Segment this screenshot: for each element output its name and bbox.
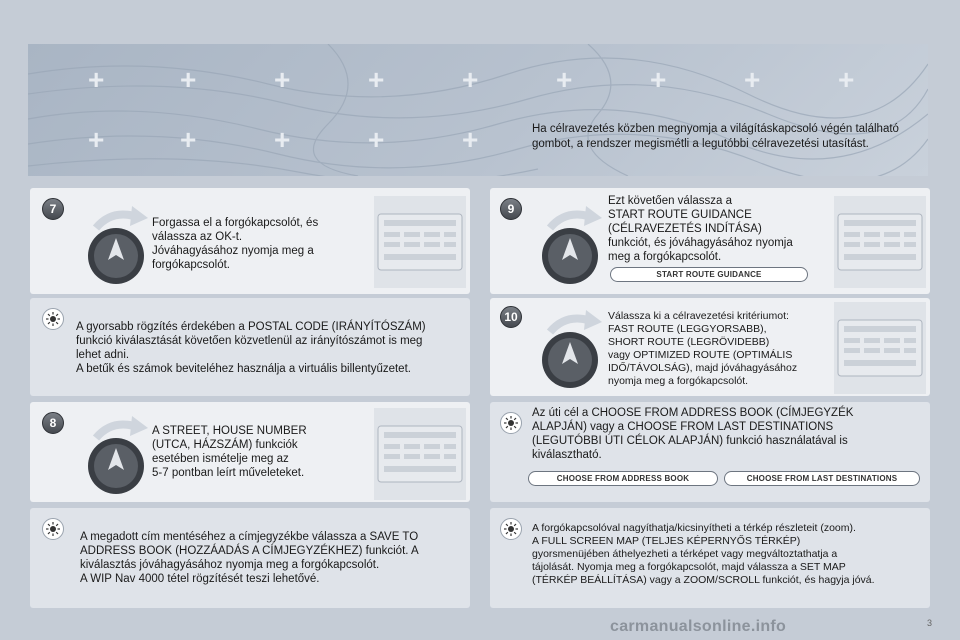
plus-mark: +: [88, 64, 105, 95]
step-10-text: Válassza ki a célravezetési kritériumot: FAST ROUTE (LEGGYORSABB), SHORT ROUTE (LEGRÖVIDEBB) vagy OPTIMIZED ROUTE (OPTIMÁLIS IDŐ/TÁVOLSÁG), majd jóváhagyásához nyomja meg a forgókapcsolót.: [608, 310, 798, 387]
step-10-panel: [490, 298, 930, 396]
plus-mark: +: [838, 64, 855, 95]
sun-tip-icon: [500, 518, 522, 540]
radio-unit-icon: [374, 196, 466, 288]
sun-tip-icon: [500, 412, 522, 434]
plus-mark: +: [274, 124, 291, 155]
sun-tip-icon: [42, 308, 64, 330]
rotary-knob-icon: [530, 200, 620, 290]
plus-mark: +: [462, 64, 479, 95]
tip-zoom-map-panel: [490, 508, 930, 608]
header-band: [28, 44, 928, 176]
page-number: 3: [926, 618, 932, 628]
rotary-knob-icon: [530, 304, 620, 394]
step-8-text: A STREET, HOUSE NUMBER (UTCA, HÁZSZÁM) funkciók esetében ismételje meg az 5-7 pontban leírt műveleteket.: [152, 425, 307, 479]
plus-mark: +: [744, 64, 761, 95]
step-number-badge: 8: [42, 412, 64, 434]
header-instruction: Ha célravezetés közben megnyomja a világításkapcsoló végén található gombot, a rendszer megismétli a legutóbbi célravezetési utasítást.: [532, 123, 899, 150]
plus-mark: +: [368, 124, 385, 155]
plus-mark: +: [556, 64, 573, 95]
tip-postal-code-panel: [30, 298, 470, 396]
step-number-badge: 10: [500, 306, 522, 328]
sun-tip-icon: [42, 518, 64, 540]
step-number-badge: 9: [500, 198, 522, 220]
tip-postal-code-text: A gyorsabb rögzítés érdekében a POSTAL CODE (IRÁNYÍTÓSZÁM) funkció kiválasztását követően közvetlenül az irányítószámot is meg lehet adni. A betűk és számok beviteléhez használja a virtuális billentyűzetet.: [76, 321, 426, 375]
step-number-badge: 7: [42, 198, 64, 220]
plus-mark: +: [180, 64, 197, 95]
plus-mark: +: [274, 64, 291, 95]
tip-choose-destination-panel: [490, 402, 930, 502]
watermark: carmanualsonline.info: [610, 618, 787, 635]
plus-mark: +: [88, 124, 105, 155]
plus-mark: +: [368, 64, 385, 95]
radio-unit-icon: [374, 408, 466, 500]
plus-mark: +: [180, 124, 197, 155]
tip-zoom-map-text: A forgókapcsolóval nagyíthatja/kicsinyítheti a térkép részleteit (zoom). A FULL SCREEN MAP (TELJES KÉPERNYŐS TÉRKÉP) gyorsmenüjében áthelyezheti a térképet vagy megváltoztathatja a tájolását. Nyomja meg a forgókapcsolót, majd válassza a SET MAP (TÉRKÉP BEÁLLÍTÁSA) vagy a ZOOM/SCROLL funkciót, és hagyja jóvá.: [532, 522, 875, 586]
tip-save-address-panel: [30, 508, 470, 608]
plus-mark: +: [462, 124, 479, 155]
choose-from-last-destinations-button[interactable]: CHOOSE FROM LAST DESTINATIONS: [724, 471, 920, 486]
step-7-panel: [30, 188, 470, 294]
tip-save-address-text: A megadott cím mentéséhez a címjegyzékbe válassza a SAVE TO ADDRESS BOOK (HOZZÁADÁS A CÍMJEGYZÉKHEZ) funkciót. A kiválasztás jóváhagyásához nyomja meg a forgókapcsolót. A WIP Nav 4000 tétel rögzítését teszi lehetővé.: [80, 531, 419, 585]
plus-mark: +: [650, 64, 667, 95]
step-9-panel: [490, 188, 930, 294]
step-9-text: Ezt követően válassza a START ROUTE GUIDANCE (CÉLRAVEZETÉS INDÍTÁSA) funkciót, és jóváhagyásához nyomja meg a forgókapcsolót.: [608, 195, 793, 263]
topographic-pattern: [28, 44, 928, 176]
step-7-text: Forgassa el a forgókapcsolót, és válassza az OK-t. Jóváhagyásához nyomja meg a forgókapcsolót.: [152, 217, 319, 271]
choose-from-address-book-button[interactable]: CHOOSE FROM ADDRESS BOOK: [528, 471, 718, 486]
start-route-guidance-button[interactable]: START ROUTE GUIDANCE: [610, 267, 808, 282]
radio-unit-icon: [834, 196, 926, 288]
tip-choose-destination-text: Az úti cél a CHOOSE FROM ADDRESS BOOK (CÍMJEGYZÉK ALAPJÁN) vagy a CHOOSE FROM LAST DESTINATIONS (LEGUTÓBBI ÚTI CÉLOK ALAPJÁN) funkció használatával is kiválasztható.: [532, 407, 854, 461]
step-8-panel: [30, 402, 470, 502]
radio-unit-icon: [834, 302, 926, 394]
